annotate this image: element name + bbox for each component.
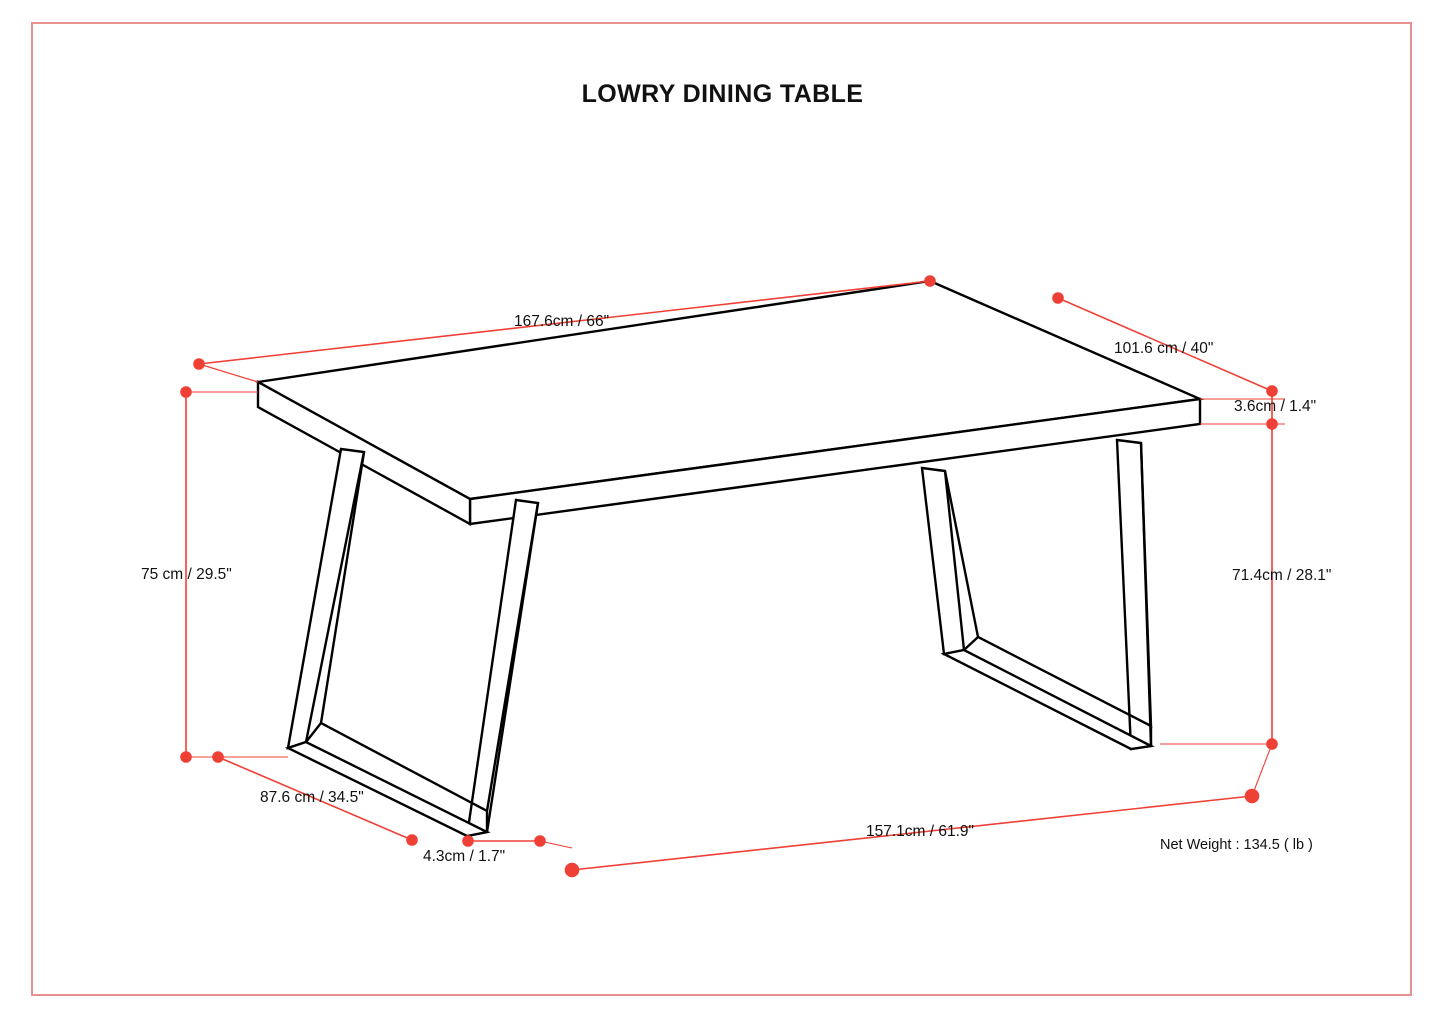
dim-top-width-ext-left [199,364,258,382]
page-title: LOWRY DINING TABLE [581,80,864,108]
dim-label-foot-thickness: 4.3cm / 1.7" [423,848,506,865]
dim-label-foot-depth: 87.6 cm / 34.5" [260,789,364,806]
dim-base-span-ext-right [1252,744,1272,796]
dim-label-base-span: 157.1cm / 61.9" [866,823,975,840]
left-leg-rear [467,500,538,836]
dim-label-overall-height: 75 cm / 29.5" [141,566,232,583]
right-base-inner-2 [964,637,978,650]
dim-label-top-width: 167.6cm / 66" [514,313,610,330]
left-leg-outer [288,449,364,748]
dim-label-top-thickness: 3.6cm / 1.4" [1234,398,1317,415]
dim-label-leg-height: 71.4cm / 28.1" [1232,567,1332,584]
dim-base-span-ext-left [540,841,572,848]
dim-label-top-depth: 101.6 cm / 40" [1114,340,1214,357]
right-leg-rear [922,468,964,654]
net-weight-label: Net Weight : 134.5 ( lb ) [1160,837,1313,853]
right-foot-bar [944,650,1151,749]
